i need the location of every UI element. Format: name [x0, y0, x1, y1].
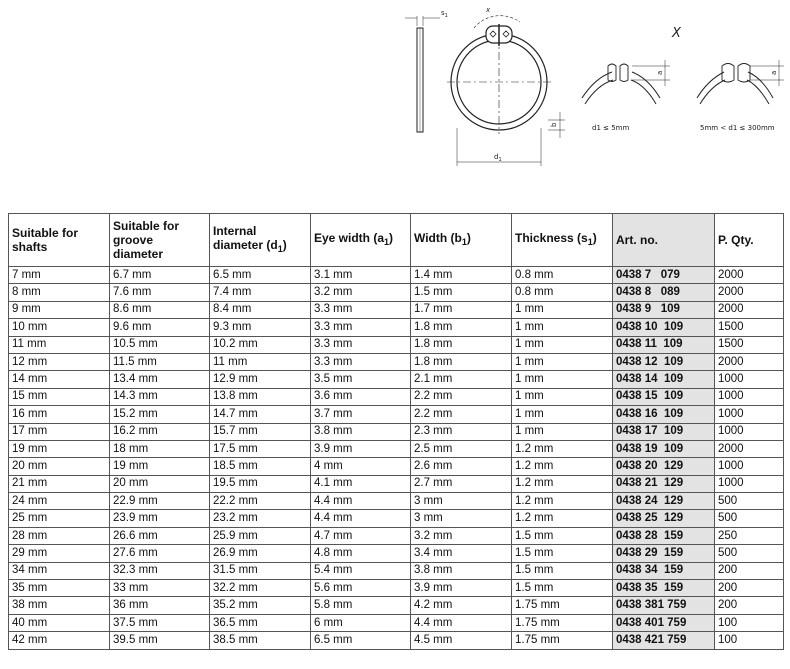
table-cell: 1.75 mm	[512, 614, 613, 631]
table-cell: 8 mm	[9, 284, 110, 301]
table-cell: 100	[715, 632, 784, 649]
caption-large-diameter: 5mm < d1 ≤ 300mm	[700, 124, 775, 132]
s1-label: $s_1$	[441, 9, 448, 19]
column-header-subscript: 1	[384, 237, 390, 247]
table-cell: 4.4 mm	[311, 493, 411, 510]
table-cell: 500	[715, 545, 784, 562]
caption-small-diameter: d1 ≤ 5mm	[592, 124, 630, 132]
table-cell: 2.2 mm	[411, 388, 512, 405]
article-number-cell: 0438 16 109	[613, 406, 715, 423]
table-cell: 1 mm	[512, 319, 613, 336]
table-cell: 39.5 mm	[110, 632, 210, 649]
table-cell: 4 mm	[311, 458, 411, 475]
article-number-cell: 0438 24 129	[613, 493, 715, 510]
table-cell: 38.5 mm	[210, 632, 311, 649]
table-cell: 1.5 mm	[512, 545, 613, 562]
table-cell: 5.4 mm	[311, 562, 411, 579]
table-cell: 2000	[715, 301, 784, 318]
table-cell: 25 mm	[9, 510, 110, 527]
table-cell: 1000	[715, 475, 784, 492]
table-row	[9, 562, 784, 579]
table-cell: 25.9 mm	[210, 527, 311, 544]
table-cell: 24 mm	[9, 493, 110, 510]
table-cell: 3 mm	[411, 510, 512, 527]
circlip-technical-drawing	[0, 0, 790, 205]
table-cell: 12.9 mm	[210, 371, 311, 388]
table-cell: 6 mm	[311, 614, 411, 631]
table-cell: 20 mm	[110, 475, 210, 492]
column-header	[715, 214, 784, 267]
table-cell: 3.3 mm	[311, 336, 411, 353]
column-header-suffix: )	[282, 238, 287, 252]
table-cell: 1.8 mm	[411, 336, 512, 353]
table-row	[9, 510, 784, 527]
table-cell: 3.8 mm	[411, 562, 512, 579]
table-cell: 13.8 mm	[210, 388, 311, 405]
table-cell: 6.5 mm	[210, 267, 311, 284]
table-cell: 1.5 mm	[512, 580, 613, 597]
table-cell: 1.5 mm	[512, 562, 613, 579]
table-cell: 1500	[715, 336, 784, 353]
table-cell: 1000	[715, 371, 784, 388]
table-cell: 1.5 mm	[411, 284, 512, 301]
table-cell: 4.4 mm	[311, 510, 411, 527]
table-cell: 1 mm	[512, 371, 613, 388]
table-cell: 3 mm	[411, 493, 512, 510]
table-cell: 37.5 mm	[110, 614, 210, 631]
table-cell: 28 mm	[9, 527, 110, 544]
table-cell: 35 mm	[9, 580, 110, 597]
table-cell: 3.2 mm	[311, 284, 411, 301]
table-cell: 1500	[715, 319, 784, 336]
table-cell: 1.4 mm	[411, 267, 512, 284]
table-cell: 1.2 mm	[512, 493, 613, 510]
table-cell: 0.8 mm	[512, 267, 613, 284]
table-cell: 15 mm	[9, 388, 110, 405]
table-cell: 3.8 mm	[311, 423, 411, 440]
table-cell: 2000	[715, 284, 784, 301]
table-cell: 26.9 mm	[210, 545, 311, 562]
table-cell: 3.1 mm	[311, 267, 411, 284]
table-cell: 500	[715, 493, 784, 510]
table-cell: 18 mm	[110, 440, 210, 457]
table-cell: 4.5 mm	[411, 632, 512, 649]
table-row	[9, 301, 784, 318]
table-cell: 2.7 mm	[411, 475, 512, 492]
table-cell: 10.2 mm	[210, 336, 311, 353]
table-cell: 2.2 mm	[411, 406, 512, 423]
column-header-subscript: 1	[277, 244, 283, 254]
table-cell: 10.5 mm	[110, 336, 210, 353]
table-cell: 3.6 mm	[311, 388, 411, 405]
table-cell: 27.6 mm	[110, 545, 210, 562]
table-cell: 5.6 mm	[311, 580, 411, 597]
table-cell: 2.1 mm	[411, 371, 512, 388]
table-cell: 1.75 mm	[512, 597, 613, 614]
table-cell: 3.3 mm	[311, 319, 411, 336]
article-number-cell: 0438 381 759	[613, 597, 715, 614]
column-header	[110, 214, 210, 267]
table-cell: 4.4 mm	[411, 614, 512, 631]
table-cell: 32.3 mm	[110, 562, 210, 579]
table-cell: 1.2 mm	[512, 440, 613, 457]
table-cell: 2.3 mm	[411, 423, 512, 440]
article-number-cell: 0438 19 109	[613, 440, 715, 457]
table-cell: 1.2 mm	[512, 458, 613, 475]
article-number-cell: 0438 35 159	[613, 580, 715, 597]
table-cell: 1000	[715, 406, 784, 423]
article-number-cell: 0438 20 129	[613, 458, 715, 475]
table-cell: 9.3 mm	[210, 319, 311, 336]
column-header	[613, 214, 715, 267]
column-header	[411, 214, 512, 267]
table-cell: 26.6 mm	[110, 527, 210, 544]
table-cell: 1000	[715, 458, 784, 475]
table-cell: 1 mm	[512, 423, 613, 440]
table-cell: 9.6 mm	[110, 319, 210, 336]
table-cell: 1 mm	[512, 388, 613, 405]
table-cell: 1 mm	[512, 406, 613, 423]
table-cell: 3.9 mm	[411, 580, 512, 597]
table-cell: 23.2 mm	[210, 510, 311, 527]
column-header-label: Width (b	[414, 231, 462, 245]
table-cell: 36.5 mm	[210, 614, 311, 631]
table-cell: 42 mm	[9, 632, 110, 649]
table-cell: 19.5 mm	[210, 475, 311, 492]
table-cell: 0.8 mm	[512, 284, 613, 301]
article-number-cell: 0438 10 109	[613, 319, 715, 336]
table-cell: 17 mm	[9, 423, 110, 440]
table-cell: 1.7 mm	[411, 301, 512, 318]
table-body	[9, 267, 784, 650]
table-cell: 23.9 mm	[110, 510, 210, 527]
table-row	[9, 423, 784, 440]
table-row	[9, 353, 784, 370]
article-number-cell: 0438 29 159	[613, 545, 715, 562]
table-cell: 1000	[715, 423, 784, 440]
column-header-subscript: 1	[461, 237, 467, 247]
table-row	[9, 371, 784, 388]
column-header-suffix: )	[466, 231, 471, 245]
table-cell: 36 mm	[110, 597, 210, 614]
table-cell: 3.4 mm	[411, 545, 512, 562]
table-cell: 3.5 mm	[311, 371, 411, 388]
table-cell: 3.2 mm	[411, 527, 512, 544]
table-cell: 7.6 mm	[110, 284, 210, 301]
table-cell: 8.6 mm	[110, 301, 210, 318]
table-cell: 13.4 mm	[110, 371, 210, 388]
table-cell: 4.1 mm	[311, 475, 411, 492]
table-cell: 29 mm	[9, 545, 110, 562]
table-row	[9, 493, 784, 510]
table-cell: 1000	[715, 388, 784, 405]
table-cell: 200	[715, 597, 784, 614]
table-row	[9, 284, 784, 301]
article-number-cell: 0438 14 109	[613, 371, 715, 388]
table-cell: 19 mm	[9, 440, 110, 457]
table-row	[9, 406, 784, 423]
table-row	[9, 614, 784, 631]
column-header-label: Thickness (s	[515, 231, 588, 245]
table-cell: 34 mm	[9, 562, 110, 579]
table-row	[9, 597, 784, 614]
article-number-cell: 0438 34 159	[613, 562, 715, 579]
table-cell: 14.7 mm	[210, 406, 311, 423]
table-cell: 1.8 mm	[411, 353, 512, 370]
table-cell: 15.2 mm	[110, 406, 210, 423]
b-label: b	[550, 122, 558, 127]
d1-label: $d_1$	[494, 153, 502, 163]
table-row	[9, 388, 784, 405]
eye-detail-small	[582, 60, 670, 104]
table-cell: 3.9 mm	[311, 440, 411, 457]
article-number-cell: 0438 401 759	[613, 614, 715, 631]
article-number-cell: 0438 11 109	[613, 336, 715, 353]
article-number-cell: 0438 7 079	[613, 267, 715, 284]
table-cell: 6.5 mm	[311, 632, 411, 649]
table-cell: 1 mm	[512, 336, 613, 353]
table-cell: 7.4 mm	[210, 284, 311, 301]
column-header-label: Suitable for groove diameter	[113, 219, 180, 261]
table-cell: 100	[715, 614, 784, 631]
x-label: x	[486, 6, 491, 14]
table-cell: 3.7 mm	[311, 406, 411, 423]
table-cell: 31.5 mm	[210, 562, 311, 579]
table-cell: 5.8 mm	[311, 597, 411, 614]
table-cell: 14.3 mm	[110, 388, 210, 405]
table-cell: 200	[715, 580, 784, 597]
table-cell: 15.7 mm	[210, 423, 311, 440]
article-number-cell: 0438 21 129	[613, 475, 715, 492]
article-number-cell: 0438 8 089	[613, 284, 715, 301]
table-cell: 1.8 mm	[411, 319, 512, 336]
table-cell: 11.5 mm	[110, 353, 210, 370]
table-cell: 16 mm	[9, 406, 110, 423]
table-cell: 1.75 mm	[512, 632, 613, 649]
table-cell: 20 mm	[9, 458, 110, 475]
table-cell: 14 mm	[9, 371, 110, 388]
column-header	[512, 214, 613, 267]
column-header	[311, 214, 411, 267]
table-cell: 4.8 mm	[311, 545, 411, 562]
column-header-label: Art. no.	[616, 233, 658, 247]
table-cell: 3.3 mm	[311, 301, 411, 318]
table-cell: 11 mm	[210, 353, 311, 370]
column-header-suffix: )	[592, 231, 597, 245]
table-row	[9, 527, 784, 544]
column-header	[210, 214, 311, 267]
circlip-spec-table	[8, 213, 784, 650]
a-label-large: a	[770, 70, 778, 75]
article-number-cell: 0438 17 109	[613, 423, 715, 440]
table-cell: 2000	[715, 353, 784, 370]
table-cell: 250	[715, 527, 784, 544]
table-row	[9, 267, 784, 284]
table-row	[9, 336, 784, 353]
table-cell: 38 mm	[9, 597, 110, 614]
table-cell: 2.6 mm	[411, 458, 512, 475]
table-cell: 16.2 mm	[110, 423, 210, 440]
table-cell: 7 mm	[9, 267, 110, 284]
table-cell: 4.2 mm	[411, 597, 512, 614]
table-cell: 6.7 mm	[110, 267, 210, 284]
detail-x-label: X	[672, 26, 681, 41]
article-number-cell: 0438 25 129	[613, 510, 715, 527]
article-number-cell: 0438 421 759	[613, 632, 715, 649]
table-cell: 1.5 mm	[512, 527, 613, 544]
table-cell: 32.2 mm	[210, 580, 311, 597]
column-header-label: Suitable for shafts	[12, 226, 79, 254]
table-cell: 1 mm	[512, 353, 613, 370]
table-cell: 18.5 mm	[210, 458, 311, 475]
table-cell: 3.3 mm	[311, 353, 411, 370]
a-label-small: a	[656, 70, 664, 75]
table-cell: 19 mm	[110, 458, 210, 475]
column-header-label: P. Qty.	[718, 233, 754, 247]
table-cell: 22.9 mm	[110, 493, 210, 510]
table-cell: 10 mm	[9, 319, 110, 336]
table-cell: 1.2 mm	[512, 475, 613, 492]
table-row	[9, 580, 784, 597]
table-cell: 500	[715, 510, 784, 527]
column-header	[9, 214, 110, 267]
table-cell: 21 mm	[9, 475, 110, 492]
table-row	[9, 319, 784, 336]
column-header-label: Eye width (a	[314, 231, 385, 245]
article-number-cell: 0438 28 159	[613, 527, 715, 544]
table-row	[9, 440, 784, 457]
table-cell: 200	[715, 562, 784, 579]
table-cell: 35.2 mm	[210, 597, 311, 614]
article-number-cell: 0438 9 109	[613, 301, 715, 318]
column-header-label: Internal diameter (d	[213, 224, 278, 252]
table-header-row	[9, 214, 784, 267]
table-cell: 2000	[715, 267, 784, 284]
table-cell: 22.2 mm	[210, 493, 311, 510]
table-cell: 17.5 mm	[210, 440, 311, 457]
table-row	[9, 632, 784, 649]
eye-detail-large	[697, 60, 784, 104]
table-cell: 2.5 mm	[411, 440, 512, 457]
table-row	[9, 545, 784, 562]
table-cell: 9 mm	[9, 301, 110, 318]
table-cell: 12 mm	[9, 353, 110, 370]
column-header-subscript: 1	[587, 237, 593, 247]
table-cell: 33 mm	[110, 580, 210, 597]
table-row	[9, 458, 784, 475]
column-header-suffix: )	[389, 231, 394, 245]
article-number-cell: 0438 12 109	[613, 353, 715, 370]
table-cell: 2000	[715, 440, 784, 457]
article-number-cell: 0438 15 109	[613, 388, 715, 405]
table-cell: 11 mm	[9, 336, 110, 353]
table-cell: 4.7 mm	[311, 527, 411, 544]
table-cell: 1 mm	[512, 301, 613, 318]
table-cell: 8.4 mm	[210, 301, 311, 318]
table-cell: 40 mm	[9, 614, 110, 631]
table-cell: 1.2 mm	[512, 510, 613, 527]
side-view	[405, 16, 440, 132]
ring-front-view	[447, 16, 565, 166]
table-row	[9, 475, 784, 492]
